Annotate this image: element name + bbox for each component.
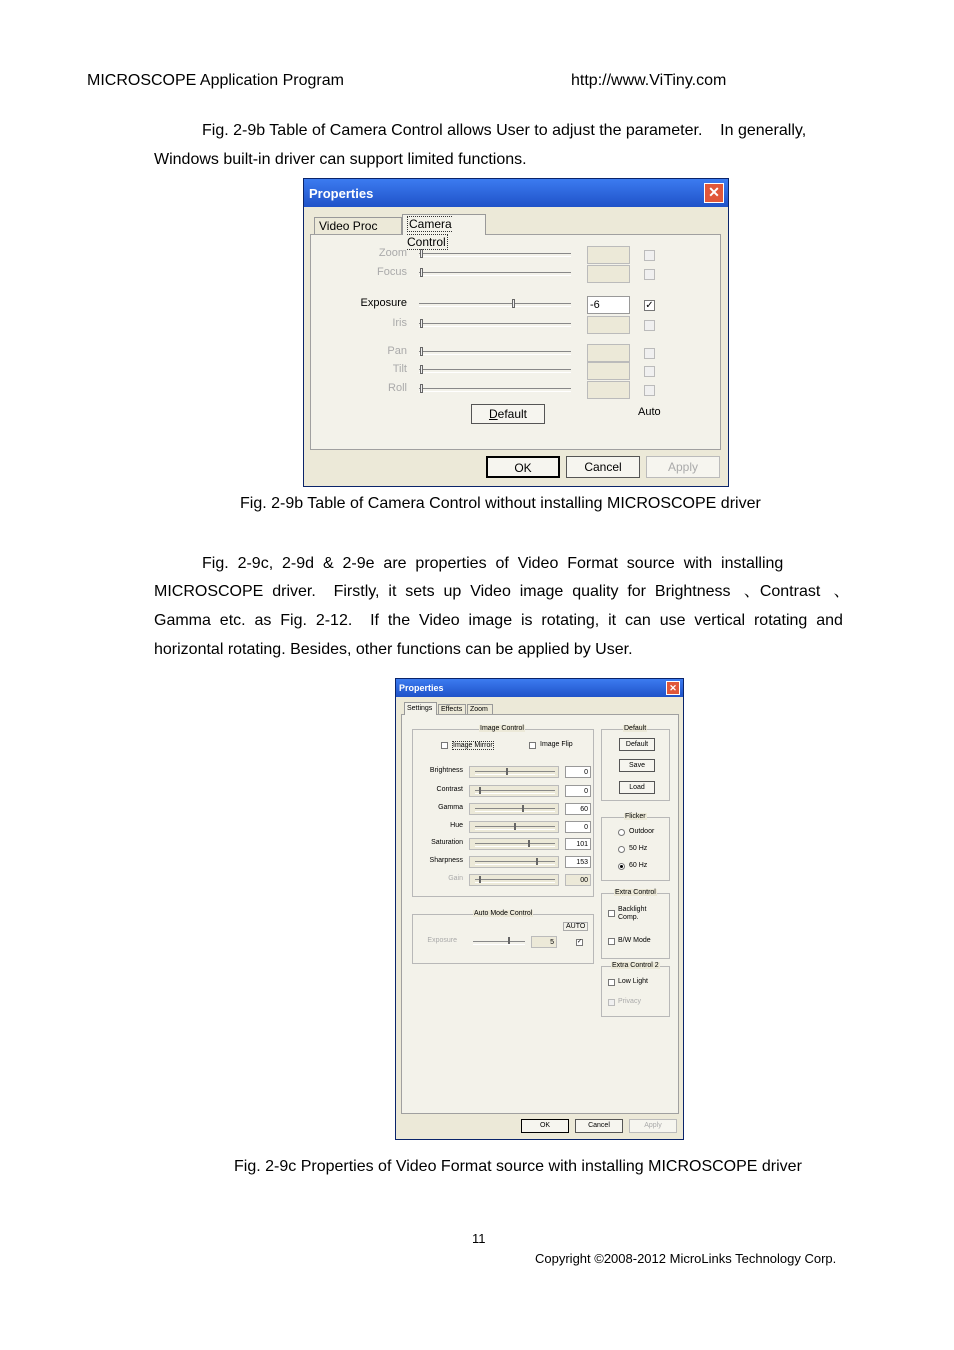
- exposure-slider[interactable]: [419, 303, 571, 307]
- saturation-slider[interactable]: [475, 843, 555, 847]
- tilt-auto-checkbox[interactable]: [644, 366, 655, 377]
- zoom-auto-checkbox[interactable]: [644, 250, 655, 261]
- roll-auto-checkbox[interactable]: [644, 385, 655, 396]
- paragraph-2-line-2: MICROSCOPE driver. Firstly, it sets up Video image quality for Brightness 、Contrast 、: [154, 583, 850, 600]
- sharpness-label: Sharpness: [429, 857, 463, 864]
- brightness-slider-thumb[interactable]: [506, 768, 508, 775]
- flicker-option-label: 60 Hz: [629, 862, 648, 869]
- auto-mode-title: Auto Mode Control: [474, 910, 533, 917]
- close-icon[interactable]: ✕: [704, 183, 724, 203]
- ok-button[interactable]: OK: [486, 456, 560, 478]
- default-button[interactable]: Default: [471, 404, 545, 424]
- gain-label: Gain: [448, 875, 463, 882]
- image-flip-checkbox[interactable]: [529, 742, 536, 749]
- tab-settings[interactable]: Settings: [404, 702, 437, 715]
- page-number: 11: [472, 1231, 486, 1246]
- extra-control-title: Extra Control: [615, 889, 656, 896]
- cancel-button[interactable]: Cancel: [566, 456, 640, 478]
- roll-slider-thumb[interactable]: [420, 384, 423, 393]
- saturation-value[interactable]: 101: [565, 838, 591, 850]
- save-button[interactable]: Save: [619, 759, 655, 772]
- hue-value[interactable]: 0: [565, 821, 591, 833]
- tilt-slider[interactable]: [419, 369, 571, 373]
- iris-value[interactable]: [587, 316, 630, 334]
- tilt-label: Tilt: [392, 363, 407, 375]
- gamma-value[interactable]: 60: [565, 803, 591, 815]
- image-flip-label: Image Flip: [540, 741, 573, 748]
- tab-zoom[interactable]: Zoom: [467, 704, 493, 715]
- contrast-value[interactable]: 0: [565, 785, 591, 797]
- contrast-slider-thumb[interactable]: [479, 787, 481, 794]
- dialog-titlebar: [304, 179, 728, 207]
- auto-label: Auto: [638, 406, 661, 418]
- iris-slider-thumb[interactable]: [420, 319, 423, 328]
- dialog2-title: Properties: [399, 683, 444, 693]
- tilt-value[interactable]: [587, 362, 630, 380]
- header-url: http://www.ViTiny.com: [571, 72, 727, 89]
- camera-control-dialog: [303, 178, 729, 487]
- roll-label: Roll: [388, 382, 407, 394]
- default-group: [601, 725, 670, 801]
- flicker-radio-2[interactable]: [618, 863, 625, 870]
- bw-mode-checkbox[interactable]: [608, 938, 615, 945]
- roll-value[interactable]: [587, 381, 630, 399]
- backlight-label: Backlight Comp.: [618, 906, 647, 921]
- image-control-title: Image Control: [480, 725, 524, 732]
- backlight-checkbox[interactable]: [608, 910, 615, 917]
- extra-control-2-title: Extra Control 2: [612, 962, 659, 969]
- cancel-button-2[interactable]: Cancel: [575, 1119, 623, 1133]
- brightness-label: Brightness: [429, 767, 463, 774]
- close-icon-2[interactable]: ✕: [666, 681, 680, 695]
- paragraph-1-line-1: Fig. 2-9b Table of Camera Control allows User to adjust the parameter. In generally,: [202, 122, 807, 139]
- hue-slider-thumb[interactable]: [514, 823, 516, 830]
- iris-label: Iris: [392, 317, 407, 329]
- contrast-slider[interactable]: [475, 790, 555, 794]
- paragraph-2-line-3: Gamma etc. as Fig. 2-12. If the Video image is rotating, it can use vertical rotating and: [154, 612, 843, 629]
- exposure-slider-thumb[interactable]: [512, 299, 515, 308]
- tilt-slider-thumb[interactable]: [420, 365, 423, 374]
- camera-control-panel: [310, 234, 721, 450]
- pan-label: Pan: [387, 345, 407, 357]
- header-title: MICROSCOPE Application Program: [87, 72, 344, 89]
- gamma-slider-thumb[interactable]: [522, 805, 524, 812]
- dialog-title: Properties: [309, 186, 374, 201]
- flicker-option-label: 50 Hz: [629, 845, 648, 852]
- low-light-checkbox[interactable]: [608, 979, 615, 986]
- sharpness-value[interactable]: 153: [565, 856, 591, 868]
- default-group-title: Default: [624, 725, 647, 732]
- focus-auto-checkbox[interactable]: [644, 269, 655, 280]
- pan-value[interactable]: [587, 344, 630, 362]
- focus-slider-thumb[interactable]: [420, 268, 423, 277]
- saturation-slider-thumb[interactable]: [528, 840, 530, 847]
- tab-video-proc-amp[interactable]: Video Proc: [314, 217, 402, 235]
- auto-label-2: AUTO: [563, 922, 588, 931]
- sharpness-slider[interactable]: [475, 861, 555, 865]
- image-control-group: [412, 725, 594, 897]
- extra-control-group: [601, 889, 670, 959]
- flicker-option-label: Outdoor: [629, 828, 655, 835]
- focus-slider[interactable]: [419, 272, 571, 276]
- tab-camera-control[interactable]: [402, 214, 486, 249]
- saturation-label: Saturation: [431, 839, 463, 846]
- tab-camera-control-label: Camera Control: [407, 217, 452, 249]
- pan-slider[interactable]: [419, 351, 571, 355]
- auto-mode-group: [412, 910, 594, 964]
- image-mirror-checkbox[interactable]: [441, 742, 448, 749]
- gamma-label: Gamma: [438, 804, 463, 811]
- focus-value[interactable]: [587, 265, 630, 283]
- bw-mode-label: B/W Mode: [618, 937, 651, 944]
- roll-slider[interactable]: [419, 388, 571, 392]
- focus-label: Focus: [377, 266, 407, 278]
- video-format-dialog: [395, 678, 684, 1140]
- zoom-label: Zoom: [378, 247, 407, 259]
- image-mirror-label: Image Mirror: [453, 742, 493, 749]
- exposure-label-2: Exposure: [427, 937, 457, 944]
- figure-caption-2: Fig. 2-9c Properties of Video Format source with installing MICROSCOPE driver: [234, 1158, 802, 1175]
- paragraph-2-line-1: Fig. 2-9c, 2-9d & 2-9e are properties of Video Format source with installing: [202, 555, 784, 572]
- privacy-label: Privacy: [618, 998, 641, 1005]
- flicker-group: [601, 813, 670, 881]
- default-button-2[interactable]: Default: [619, 738, 655, 751]
- brightness-slider[interactable]: [475, 771, 555, 775]
- gamma-slider[interactable]: [475, 808, 555, 812]
- tab-effects[interactable]: Effects: [438, 704, 466, 715]
- contrast-label: Contrast: [436, 786, 463, 793]
- apply-button-2[interactable]: Apply: [629, 1119, 677, 1133]
- exposure-value[interactable]: -6: [587, 296, 630, 314]
- gain-value[interactable]: 00: [565, 874, 591, 886]
- gain-slider-thumb[interactable]: [479, 876, 481, 883]
- ok-button-2[interactable]: OK: [521, 1119, 569, 1133]
- flicker-radio-1[interactable]: [618, 846, 625, 853]
- auto-exposure-checkbox[interactable]: ✓: [577, 939, 583, 945]
- exposure-slider-2: [473, 941, 525, 945]
- settings-panel: [401, 714, 679, 1114]
- paragraph-1-line-2: Windows built-in driver can support limited functions.: [154, 151, 527, 168]
- exposure-auto-checkbox[interactable]: ✓: [645, 300, 654, 311]
- flicker-title: Flicker: [625, 813, 646, 820]
- sharpness-slider-thumb[interactable]: [536, 858, 538, 865]
- pan-slider-thumb[interactable]: [420, 347, 423, 356]
- zoom-value[interactable]: [587, 246, 630, 264]
- load-button[interactable]: Load: [619, 781, 655, 794]
- flicker-radio-0[interactable]: [618, 829, 625, 836]
- exposure-label: Exposure: [360, 297, 407, 309]
- extra-control-2-group: [601, 962, 670, 1017]
- low-light-label: Low Light: [618, 978, 648, 985]
- figure-caption-1: Fig. 2-9b Table of Camera Control without installing MICROSCOPE driver: [240, 495, 761, 512]
- iris-slider[interactable]: [419, 323, 571, 327]
- zoom-slider[interactable]: [419, 253, 571, 257]
- paragraph-2-line-4: horizontal rotating. Besides, other functions can be applied by User.: [154, 641, 633, 658]
- apply-button[interactable]: Apply: [646, 456, 720, 478]
- brightness-value[interactable]: 0: [565, 766, 591, 778]
- copyright: Copyright ©2008-2012 MicroLinks Technology Corp.: [535, 1251, 837, 1266]
- pan-auto-checkbox[interactable]: [644, 348, 655, 359]
- iris-auto-checkbox[interactable]: [644, 320, 655, 331]
- exposure-slider-thumb-2: [508, 937, 510, 944]
- privacy-checkbox[interactable]: [608, 999, 615, 1006]
- dialog2-titlebar: [396, 679, 683, 697]
- hue-label: Hue: [450, 822, 463, 829]
- exposure-value-2: 5: [531, 936, 557, 948]
- gain-slider[interactable]: [475, 879, 555, 883]
